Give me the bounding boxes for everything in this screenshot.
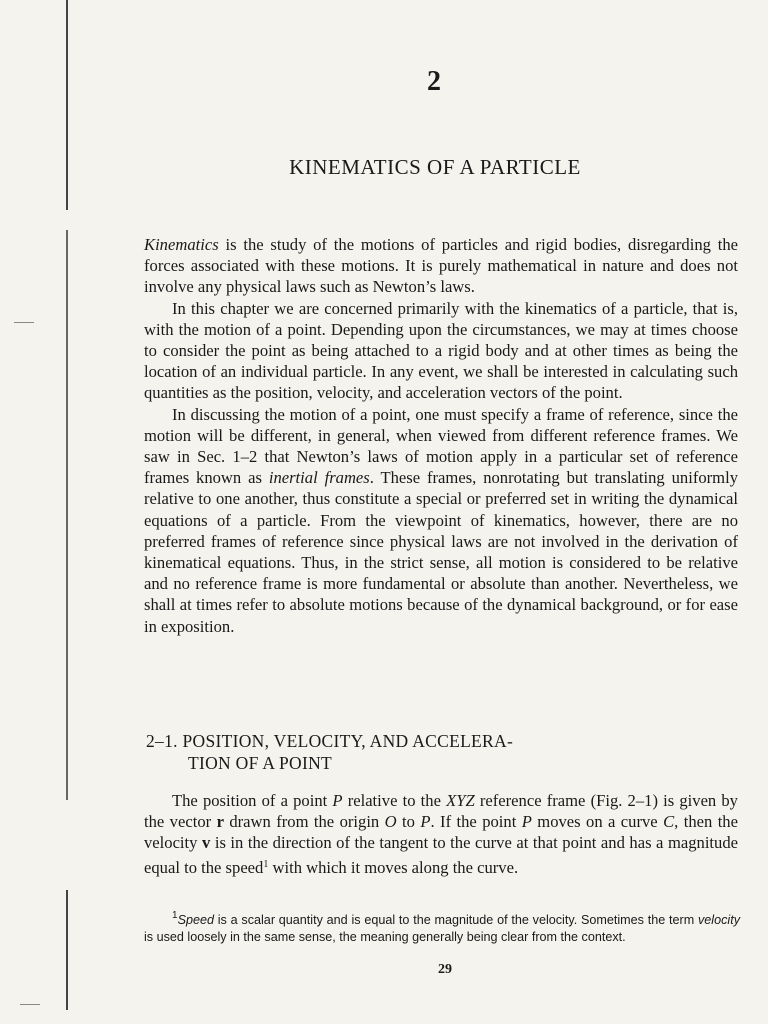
section-heading — [146, 730, 646, 774]
chapter-number: 2 — [427, 66, 441, 97]
intro-paragraph-1: Kinematics is the study of the motions of particles and rigid bodies, disregarding the forces associated with these motions. It is purely mathematical in nature and does not involve any physical laws such as Newton’s laws. — [144, 235, 738, 297]
margin-mark — [14, 322, 34, 323]
intro-paragraph-3: In discussing the motion of a point, one must specify a frame of reference, since the motion will be different, in general, when viewed from different reference frames. We saw in Sec. 1–2 that Newton’s laws of motion apply in a particular set of reference frames known as inertial frames. These frames, nonrotating but translating uniformly relative to one another, thus constitute a special or preferred set in writing the dynamical equations of a particle. From the viewpoint of kinematics, however, there are no preferred frames of reference since physical laws are not involved in the derivation of kinematical equations. Thus, in the strict sense, all motion is considered to be relative and no reference frame is more fundamental or absolute than another. Nevertheless, we shall at times refer to absolute motions because of the dynamical background, or for ease in exposition. — [144, 404, 738, 636]
section-heading-line-2: TION OF A POINT — [188, 753, 333, 773]
page-number: 29 — [438, 962, 452, 977]
intro-paragraph-2: In this chapter we are concerned primarily with the kinematics of a particle, that is, with the motion of a point. Depending upon the circumstances, we may at times choose to consider the point as being attached to a rigid body and at other times as being the location of an individual particle. In any event, we shall be interested in calculating such quantities as the position, velocity, and acceleration vectors of the point. — [144, 298, 738, 403]
vector-r: r — [216, 812, 224, 832]
binding-edge-line — [66, 890, 68, 1010]
section-text — [144, 790, 738, 878]
intro-text — [144, 234, 738, 637]
term-kinematics: Kinematics — [144, 235, 219, 254]
margin-mark — [20, 1004, 40, 1005]
section-heading-line-1: 2–1. POSITION, VELOCITY, AND ACCELERA- — [146, 731, 514, 751]
section-paragraph-1: The position of a point P relative to the XYZ reference frame (Fig. 2–1) is given by the vector r drawn from the origin O to P. If the point P moves on a curve C, then the velocity v is in the direction of the tangent to the curve at that point and has a magnitude equal to the speed$^1$ with which it moves along the curve. — [144, 791, 739, 877]
footnote-reference: 1 — [263, 858, 269, 870]
binding-edge-line — [66, 230, 68, 800]
vector-v: v — [202, 833, 211, 853]
term-inertial-frames: inertial frames — [268, 468, 370, 488]
footnote: $^1$Speed is a scalar quantity and is equal to the magnitude of the velocity. Sometimes the term velocity is used loosely in the same sense, the meaning generally being clear from the context. — [144, 910, 740, 944]
chapter-title: KINEMATICS OF A PARTICLE — [289, 155, 581, 179]
